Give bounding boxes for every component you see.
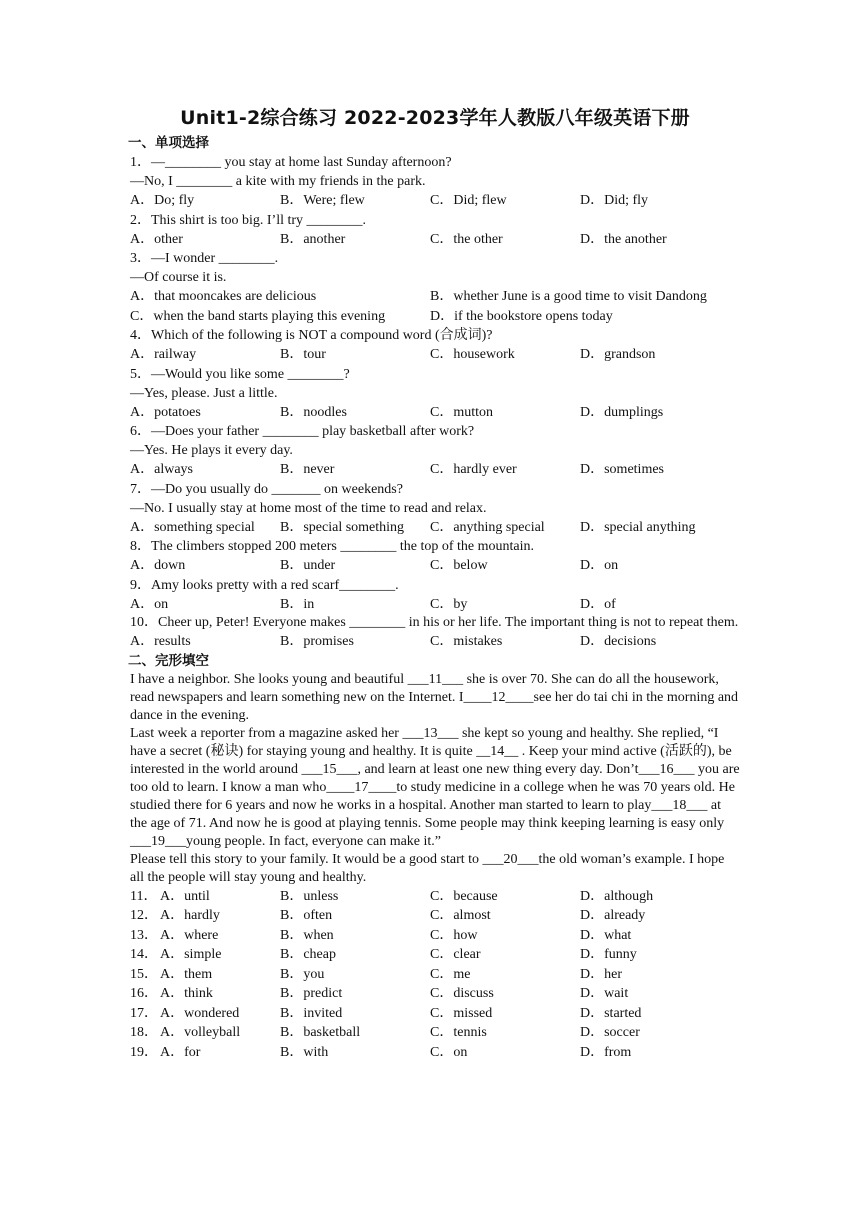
option-d: D．if the bookstore opens today bbox=[430, 308, 613, 324]
question-2-options bbox=[130, 230, 740, 250]
question-3-options-row-1 bbox=[130, 287, 740, 307]
option-a-cell bbox=[130, 906, 280, 926]
cloze-question-number: 14． bbox=[130, 947, 158, 962]
option-d: D．soccer bbox=[580, 1025, 640, 1040]
option-c: C．because bbox=[430, 888, 498, 904]
option-b: B．in bbox=[280, 596, 315, 612]
cloze-option-row bbox=[130, 984, 740, 1004]
option-d: D．of bbox=[580, 596, 616, 612]
option-d: D．grandson bbox=[580, 347, 656, 362]
option-b: B．predict bbox=[280, 986, 343, 1001]
option-a: A．them bbox=[160, 966, 213, 982]
option-b: B．under bbox=[280, 558, 336, 573]
passage-text: she kept so young and healthy. She replied, “I have a secret (秘诀) for staying young and healthy. It is quite bbox=[130, 725, 719, 759]
passage-text: the old woman’s example. I hope all the people will stay young and healthy. bbox=[130, 851, 725, 885]
question-1-line-2: —No, I ________ a kite with my friends in the park. bbox=[130, 174, 426, 189]
cloze-question-number: 19． bbox=[130, 1044, 158, 1060]
cloze-options-list bbox=[130, 887, 740, 1063]
option-c: C．discuss bbox=[430, 986, 494, 1001]
passage-text: see her do tai chi in the morning and dance in the evening. bbox=[130, 689, 739, 723]
blank-12: ____12____ bbox=[463, 689, 534, 705]
passage-paragraph-3 bbox=[130, 851, 740, 887]
option-d: D．her bbox=[580, 966, 622, 982]
question-6-options bbox=[130, 460, 740, 480]
option-b: B．never bbox=[280, 462, 335, 477]
option-a-cell bbox=[130, 984, 280, 1004]
option-b: B．cheap bbox=[280, 947, 336, 962]
option-d: D．on bbox=[580, 558, 619, 573]
option-c: C．how bbox=[430, 927, 478, 943]
cloze-question-number: 16． bbox=[130, 986, 158, 1001]
question-5-line-1: 5．—Would you like some ________? bbox=[130, 366, 350, 382]
question-6-line-2: —Yes. He plays it every day. bbox=[130, 443, 293, 458]
question-4-line-1: 4．Which of the following is NOT a compound word (合成词)? bbox=[130, 328, 493, 343]
question-5-options bbox=[130, 403, 740, 423]
option-d: D．although bbox=[580, 888, 654, 904]
option-d: D．from bbox=[580, 1044, 632, 1060]
cloze-option-row bbox=[130, 965, 740, 985]
option-a-cell bbox=[130, 945, 280, 965]
option-b: B．unless bbox=[280, 888, 339, 904]
question-8-options bbox=[130, 556, 740, 576]
blank-15: ___15___ bbox=[301, 761, 358, 777]
option-d: D．sometimes bbox=[580, 462, 664, 477]
section-heading-single-choice: 一、单项选择 bbox=[128, 135, 209, 151]
option-c: C．anything special bbox=[430, 519, 545, 535]
cloze-option-row bbox=[130, 906, 740, 926]
option-b: B．special something bbox=[280, 519, 405, 535]
question-3-line-2: —Of course it is. bbox=[130, 270, 227, 285]
passage-paragraph-1 bbox=[130, 671, 740, 725]
section-heading-cloze: 二、完形填空 bbox=[128, 652, 209, 669]
passage-text: . Keep your mind active (活跃的), be interested in the world around bbox=[130, 743, 732, 777]
page-title: Unit1-2综合练习 2022-2023学年人教版八年级英语下册 bbox=[180, 107, 690, 129]
option-c: C．when the band starts playing this evening bbox=[130, 308, 386, 324]
option-a: A．that mooncakes are delicious bbox=[130, 289, 317, 304]
option-c: C．on bbox=[430, 1044, 468, 1060]
option-a-cell bbox=[130, 926, 280, 946]
passage-text: you are too old to learn. I know a man who bbox=[130, 761, 740, 795]
question-9-line-1: 9．Amy looks pretty with a red scarf________. bbox=[130, 577, 399, 593]
option-b: B．another bbox=[280, 231, 346, 247]
passage-text: young people. In fact, everyone can make it.” bbox=[186, 833, 442, 849]
cloze-option-row bbox=[130, 1043, 740, 1063]
option-a: A．where bbox=[160, 927, 219, 943]
blank-20: ___20___ bbox=[482, 851, 539, 867]
option-a: A．always bbox=[130, 462, 193, 477]
question-4-options bbox=[130, 345, 740, 365]
option-a: A．other bbox=[130, 231, 183, 247]
option-b: B．tour bbox=[280, 347, 326, 362]
option-d: D．wait bbox=[580, 986, 629, 1001]
option-d: D．already bbox=[580, 908, 646, 923]
cloze-question-number: 13． bbox=[130, 927, 158, 943]
question-7-line-2: —No. I usually stay at home most of the time to read and relax. bbox=[130, 500, 487, 516]
blank-17: ____17____ bbox=[326, 779, 397, 795]
option-a: A．volleyball bbox=[160, 1025, 241, 1040]
option-b: B．promises bbox=[280, 634, 354, 649]
option-a-cell bbox=[130, 1004, 280, 1024]
option-a: A．wondered bbox=[160, 1005, 240, 1021]
passage-text: Last week a reporter from a magazine asked her bbox=[130, 725, 403, 741]
option-b: B．basketball bbox=[280, 1025, 361, 1040]
question-7-options bbox=[130, 518, 740, 538]
option-a-cell bbox=[130, 1023, 280, 1043]
option-d: D．decisions bbox=[580, 634, 657, 649]
option-a-cell bbox=[130, 965, 280, 985]
option-a: A．hardly bbox=[160, 908, 220, 923]
option-d: D．what bbox=[580, 927, 632, 943]
cloze-option-row bbox=[130, 926, 740, 946]
option-a: A．think bbox=[160, 986, 213, 1001]
blank-13: ___13___ bbox=[402, 725, 459, 741]
option-b: B．whether June is a good time to visit Dandong bbox=[430, 289, 707, 304]
question-9-options bbox=[130, 595, 740, 615]
question-3-line-1: 3．—I wonder ________. bbox=[130, 251, 279, 266]
cloze-question-number: 15． bbox=[130, 966, 158, 982]
option-c: C．below bbox=[430, 558, 488, 573]
option-c: C．clear bbox=[430, 947, 481, 962]
option-a: A．for bbox=[160, 1044, 201, 1060]
worksheet-page bbox=[130, 104, 740, 1062]
option-c: C．mistakes bbox=[430, 634, 503, 649]
question-7-line-1: 7．—Do you usually do _______ on weekends? bbox=[130, 481, 403, 497]
cloze-question-number: 17． bbox=[130, 1005, 158, 1021]
question-3-options-row-2 bbox=[130, 307, 740, 327]
option-a-cell bbox=[130, 887, 280, 907]
passage-text: I have a neighbor. She looks young and beautiful bbox=[130, 671, 408, 687]
passage-text: Please tell this story to your family. It would be a good start to bbox=[130, 851, 483, 867]
option-c: C．mutton bbox=[430, 404, 494, 420]
option-c: C．by bbox=[430, 596, 468, 612]
option-b: B．Were; flew bbox=[280, 193, 365, 208]
option-a: A．something special bbox=[130, 519, 255, 535]
cloze-option-row bbox=[130, 945, 740, 965]
blank-11: ___11___ bbox=[407, 671, 464, 687]
question-6-line-1: 6．—Does your father ________ play basketball after work? bbox=[130, 424, 475, 439]
option-a: A．on bbox=[130, 596, 169, 612]
option-b: B．often bbox=[280, 908, 333, 923]
passage-text: she is over 70. She can do all the housework, read newspapers and learn something new on the Internet. I bbox=[130, 671, 719, 705]
cloze-option-row bbox=[130, 1004, 740, 1024]
blank-19: ___19___ bbox=[130, 833, 186, 849]
question-1-line-1: 1．—________ you stay at home last Sunday afternoon? bbox=[130, 155, 452, 170]
question-10-text: 10．Cheer up, Peter! Everyone makes ________ in his or her life. The important thing is not to repeat them. bbox=[130, 615, 739, 630]
option-c: C．the other bbox=[430, 231, 503, 247]
option-b: B．when bbox=[280, 927, 334, 943]
option-c: C．housework bbox=[430, 347, 515, 362]
option-c: C．Did; flew bbox=[430, 193, 507, 208]
blank-14: __14__ bbox=[476, 743, 519, 759]
question-8-line-1: 8．The climbers stopped 200 meters ________ the top of the mountain. bbox=[130, 539, 534, 554]
option-d: D．the another bbox=[580, 231, 667, 247]
option-c: C．almost bbox=[430, 908, 491, 923]
option-c: C．missed bbox=[430, 1005, 493, 1021]
option-c: C．hardly ever bbox=[430, 462, 517, 477]
cloze-option-row bbox=[130, 887, 740, 907]
passage-text: , and learn at least one new thing every day. Don’t bbox=[357, 761, 639, 777]
option-a: A．until bbox=[160, 888, 210, 904]
option-a: A．potatoes bbox=[130, 404, 201, 420]
cloze-question-number: 12． bbox=[130, 908, 158, 923]
option-b: B．with bbox=[280, 1044, 329, 1060]
option-a-cell bbox=[130, 1043, 280, 1063]
option-c: C．me bbox=[430, 966, 471, 982]
option-a: A．railway bbox=[130, 347, 197, 362]
option-d: D．dumplings bbox=[580, 404, 664, 420]
option-d: D．started bbox=[580, 1005, 642, 1021]
cloze-question-number: 11． bbox=[130, 888, 158, 904]
option-d: D．special anything bbox=[580, 519, 696, 535]
cloze-question-number: 18． bbox=[130, 1025, 158, 1040]
question-5-line-2: —Yes, please. Just a little. bbox=[130, 385, 278, 401]
option-c: C．tennis bbox=[430, 1025, 487, 1040]
blank-16: ___16___ bbox=[638, 761, 695, 777]
passage-text: to study medicine in a college when he was 70 years old. He studied there for 6 years and now he works in a hospital. Another man started to learn to play bbox=[130, 779, 735, 813]
passage-paragraph-2 bbox=[130, 725, 740, 851]
question-10-options bbox=[130, 632, 740, 652]
option-b: B．invited bbox=[280, 1005, 343, 1021]
option-a: A．Do; fly bbox=[130, 193, 195, 208]
passage-text: at the age of 71. And now he is good at playing tennis. Some people may think keeping learning is easy only bbox=[130, 797, 725, 831]
question-1-options bbox=[130, 191, 740, 211]
option-b: B．you bbox=[280, 966, 325, 982]
option-a: A．down bbox=[130, 558, 186, 573]
option-a: A．results bbox=[130, 634, 191, 649]
blank-18: ___18___ bbox=[651, 797, 708, 813]
option-d: D．Did; fly bbox=[580, 193, 649, 208]
option-b: B．noodles bbox=[280, 404, 347, 420]
question-2-line-1: 2．This shirt is too big. I’ll try ________. bbox=[130, 212, 367, 228]
option-d: D．funny bbox=[580, 947, 637, 962]
option-a: A．simple bbox=[160, 947, 222, 962]
cloze-option-row bbox=[130, 1023, 740, 1043]
